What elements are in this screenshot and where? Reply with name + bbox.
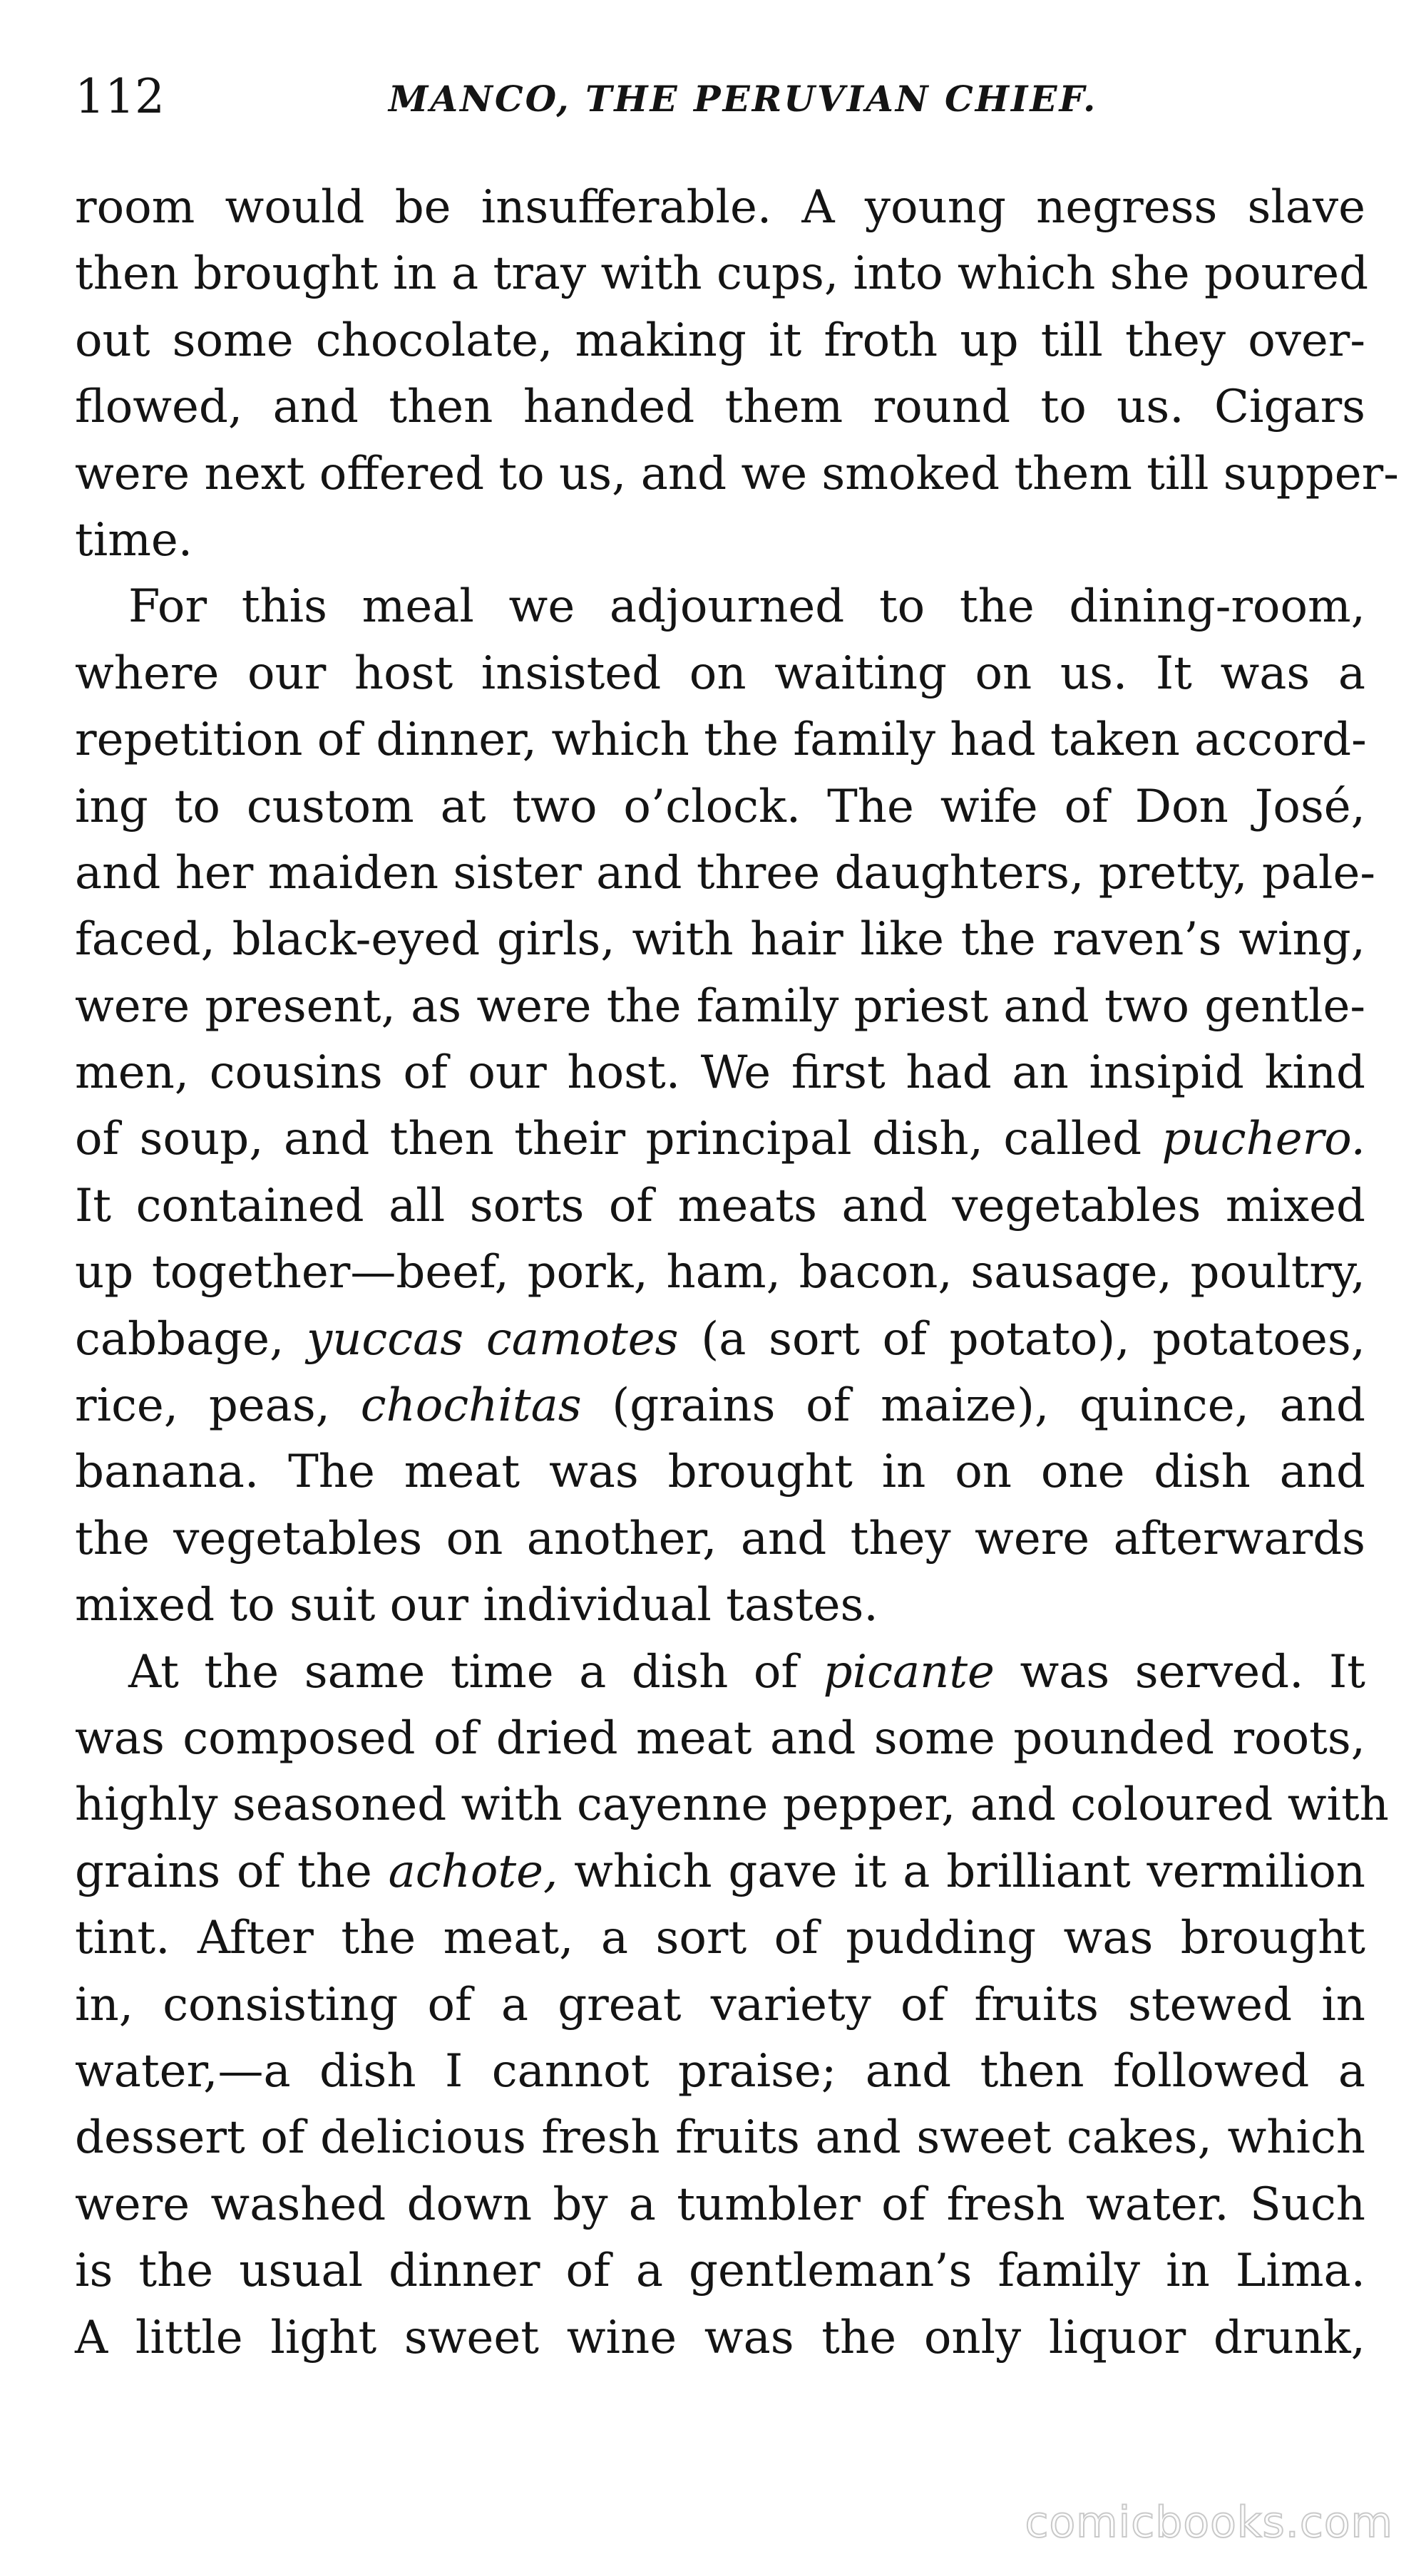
text-line: and her maiden sister and three daughters, pretty, pale- bbox=[75, 846, 1375, 900]
text-line: room would be insufferable. A young negress slave bbox=[75, 181, 1365, 234]
text-line: A little light sweet wine was the only liquor drunk, bbox=[75, 2311, 1365, 2364]
text-line: highly seasoned with cayenne pepper, and coloured with bbox=[75, 1778, 1389, 1832]
text-line: cabbage, yuccas camotes (a sort of potato), potatoes, bbox=[75, 1312, 1366, 1366]
text-line: time. bbox=[75, 513, 193, 567]
italic-term: chochitas bbox=[360, 1379, 582, 1433]
text-line: banana. The meat was brought in on one dish and bbox=[75, 1446, 1365, 1499]
text-line: in, consisting of a great variety of fruits stewed in bbox=[75, 1978, 1365, 2031]
italic-term: achote, bbox=[388, 1845, 558, 1898]
text-line: It contained all sorts of meats and vegetables mixed bbox=[75, 1179, 1365, 1232]
text-line: the vegetables on another, and they were afterwards bbox=[75, 1512, 1365, 1565]
text-line: of soup, and then their principal dish, called puchero. bbox=[75, 1113, 1365, 1166]
running-title: MANCO, THE PERUVIAN CHIEF. bbox=[389, 78, 1098, 120]
text-line: men, cousins of our host. We first had an insipid kind bbox=[75, 1046, 1365, 1100]
italic-term: puchero. bbox=[1161, 1113, 1365, 1166]
text-line: up together—beef, pork, ham, bacon, sausage, poultry, bbox=[75, 1246, 1365, 1299]
paragraph bbox=[75, 1639, 1389, 2371]
text-line: At the same time a dish of picante was served. It bbox=[128, 1645, 1366, 1699]
paragraph bbox=[75, 175, 1399, 574]
text-line: grains of the achote, which gave it a brilliant vermilion bbox=[75, 1845, 1366, 1898]
text-line: dessert of delicious fresh fruits and sweet cakes, which bbox=[75, 2111, 1365, 2165]
text-line: water,—a dish I cannot praise; and then followed a bbox=[75, 2044, 1365, 2098]
text-line: were present, as were the family priest and two gentle- bbox=[75, 979, 1365, 1033]
text-line: out some chocolate, making it froth up till they over- bbox=[75, 314, 1365, 367]
watermark-logo: comicbooks.com bbox=[1025, 2498, 1393, 2547]
body-text bbox=[75, 175, 1399, 2371]
text-line: tint. After the meat, a sort of pudding was brought bbox=[75, 1912, 1365, 1965]
text-line: ing to custom at two o’clock. The wife of Don José, bbox=[75, 780, 1365, 833]
text-line: where our host insisted on waiting on us. It was a bbox=[75, 646, 1365, 700]
text-line: were washed down by a tumbler of fresh water. Such bbox=[75, 2178, 1365, 2231]
page-header bbox=[75, 68, 1365, 125]
italic-term: yuccas camotes bbox=[307, 1312, 679, 1366]
text-line: For this meal we adjourned to the dining-room, bbox=[128, 580, 1365, 634]
text-line: flowed, and then handed them round to us. Cigars bbox=[75, 381, 1365, 434]
text-line: then brought in a tray with cups, into which she poured bbox=[75, 247, 1369, 301]
text-line: rice, peas, chochitas (grains of maize), quince, and bbox=[75, 1379, 1366, 1433]
text-line: is the usual dinner of a gentleman’s family in Lima. bbox=[75, 2245, 1365, 2298]
text-line: faced, black-eyed girls, with hair like the raven’s wing, bbox=[75, 913, 1365, 967]
text-line: mixed to suit our individual tastes. bbox=[75, 1579, 878, 1632]
text-line: was composed of dried meat and some pounded roots, bbox=[75, 1711, 1365, 1765]
italic-term: picante bbox=[823, 1645, 995, 1699]
page-number: 112 bbox=[75, 69, 165, 124]
text-line: repetition of dinner, which the family had taken accord- bbox=[75, 713, 1367, 767]
paragraph bbox=[75, 574, 1375, 1639]
text-line: were next offered to us, and we smoked them till supper- bbox=[75, 447, 1399, 500]
